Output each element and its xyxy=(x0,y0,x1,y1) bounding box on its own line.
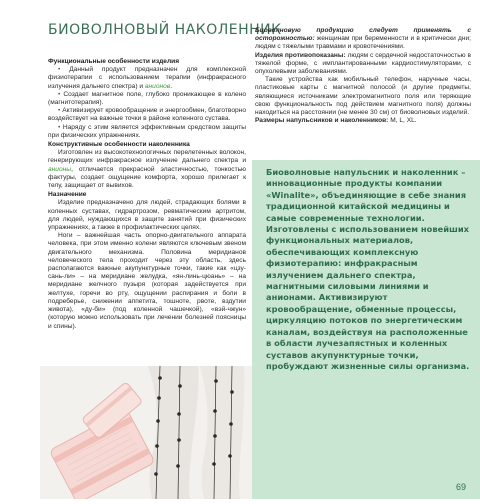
contraindications-label: Изделия противопоказаны: xyxy=(255,51,346,59)
sizes-label: Размеры напульсников и наколенников: xyxy=(255,117,389,125)
feature-item: • Активизирует кровообращение и энергообмен, благотворно воздействует на важные точки в районе коленного сустава. xyxy=(48,107,246,123)
sizes-paragraph: Размеры напульсников и наколенников: M, L, XL. xyxy=(255,117,417,125)
anions-term: анионы xyxy=(48,165,72,173)
product-photo xyxy=(40,366,252,499)
purpose-paragraph-2: Ноги – важнейшая часть опорно-двигательного аппарата человека, при этом именно колени являются ключевым звеном двигательного механизма. Половина меридианов человеческого тела проходит через эту область, здесь располагаются важные акупунктурные точки, такие как «цзу-сань-ли» – на меридиане желудка, «ян-линь-цюань» – на меридиане желчного пузыря (которая задействуется при желтухе, горечи во рту, ощущении распирания и боли в подреберье, снижении аппетита, тошноте, рвоте, вздутии живота), «ду-би» (под коленной чашечкой), «вэй-чжун» (которую можно использовать при лечении болезней поясницы и спины). xyxy=(48,232,246,330)
construct-paragraph: Изготовлен из высокотехнологичных перелетенных волокон, генерирующих инфракрасное излучение дальнего спектра и анионы, отличается прекрасной эластичностью, тонкостью фактуры, создает ощущение комфорта, хорошо прилегает к телу, защищает от вывихов. xyxy=(48,149,246,190)
right-column xyxy=(255,27,471,125)
devices-paragraph: Такие устройства как мобильный телефон, наручные часы, пластиковые карты с магнитной полосой (и другие предметы, являющиеся источниками электромагнитного поля или теряющие свою функциональность под действием магнитного поля) должны находиться на расстоянии (не менее 30 см) от биоволновых изделий. xyxy=(255,76,471,117)
features-list xyxy=(48,66,246,140)
feature-item: • Создает магнитное поле, глубоко проникающее в колено (магнитотерапия). xyxy=(48,91,246,107)
knee-meridian-illustration xyxy=(40,366,252,499)
caution-label: Биоволновую продукцию следует применять с осторожностью: xyxy=(255,27,471,43)
features-heading: Функциональные особенности изделия xyxy=(48,58,180,65)
purpose-paragraph-1: Изделие предназначено для людей, страдающих болями в коленных суставах, гидрартрозом, ревматическим артритом, для людей, нуждающихся в защите занятий при физических упражнениях, а также в профилактических целях. xyxy=(48,199,246,232)
contraindications-paragraph: Изделия противопоказаны: людям с сердечной недостаточностью в тяжелой форме, с имплантированными кардиостимуляторами, с опухолевыми заболеваниями. xyxy=(255,51,471,76)
anions-term: анионов xyxy=(144,82,171,90)
page-number: 69 xyxy=(456,482,467,492)
caution-paragraph: Биоволновую продукцию следует применять с осторожностью: женщинам при беременности и в критически дни; людям с тяжелыми травмами и кровотечениями. xyxy=(255,27,471,51)
feature-item: • Наряду с этим является эффективным средством защиты при физических упражнениях. xyxy=(48,124,246,140)
page-title: БИОВОЛНОВЫЙ НАКОЛЕННИК xyxy=(48,22,282,38)
construct-heading: Конструктивные особенности наколенника xyxy=(48,141,190,149)
purpose-heading: Назначение xyxy=(48,191,87,199)
promo-text: Биоволновые напульсник и наколенник – инновационные продукты компании «Winalite», объединяющие в себе знания традиционной китайской медицины и самые современные технологии. Изготовлены с использованием новейших функциональных материалов, обеспечивающих комплексную физиотерапию: инфракрасным излучением дальнего спектра, магнитными силовыми линиями и анионами. Активизируют кровообращение, обменные процессы, циркуляцию потоков по энергетическим каналам, воздействуя на расположенные в области лучезапястных и коленных суставов акупунктурные точки, пробуждают жизненные силы организма. xyxy=(266,167,470,371)
left-column xyxy=(48,57,246,331)
feature-item: • Данный продукт предназначен для комплексной физиотерапии с использованием терапии (инфракрасного излучения дальнего спектра) и анионов. xyxy=(48,66,246,91)
